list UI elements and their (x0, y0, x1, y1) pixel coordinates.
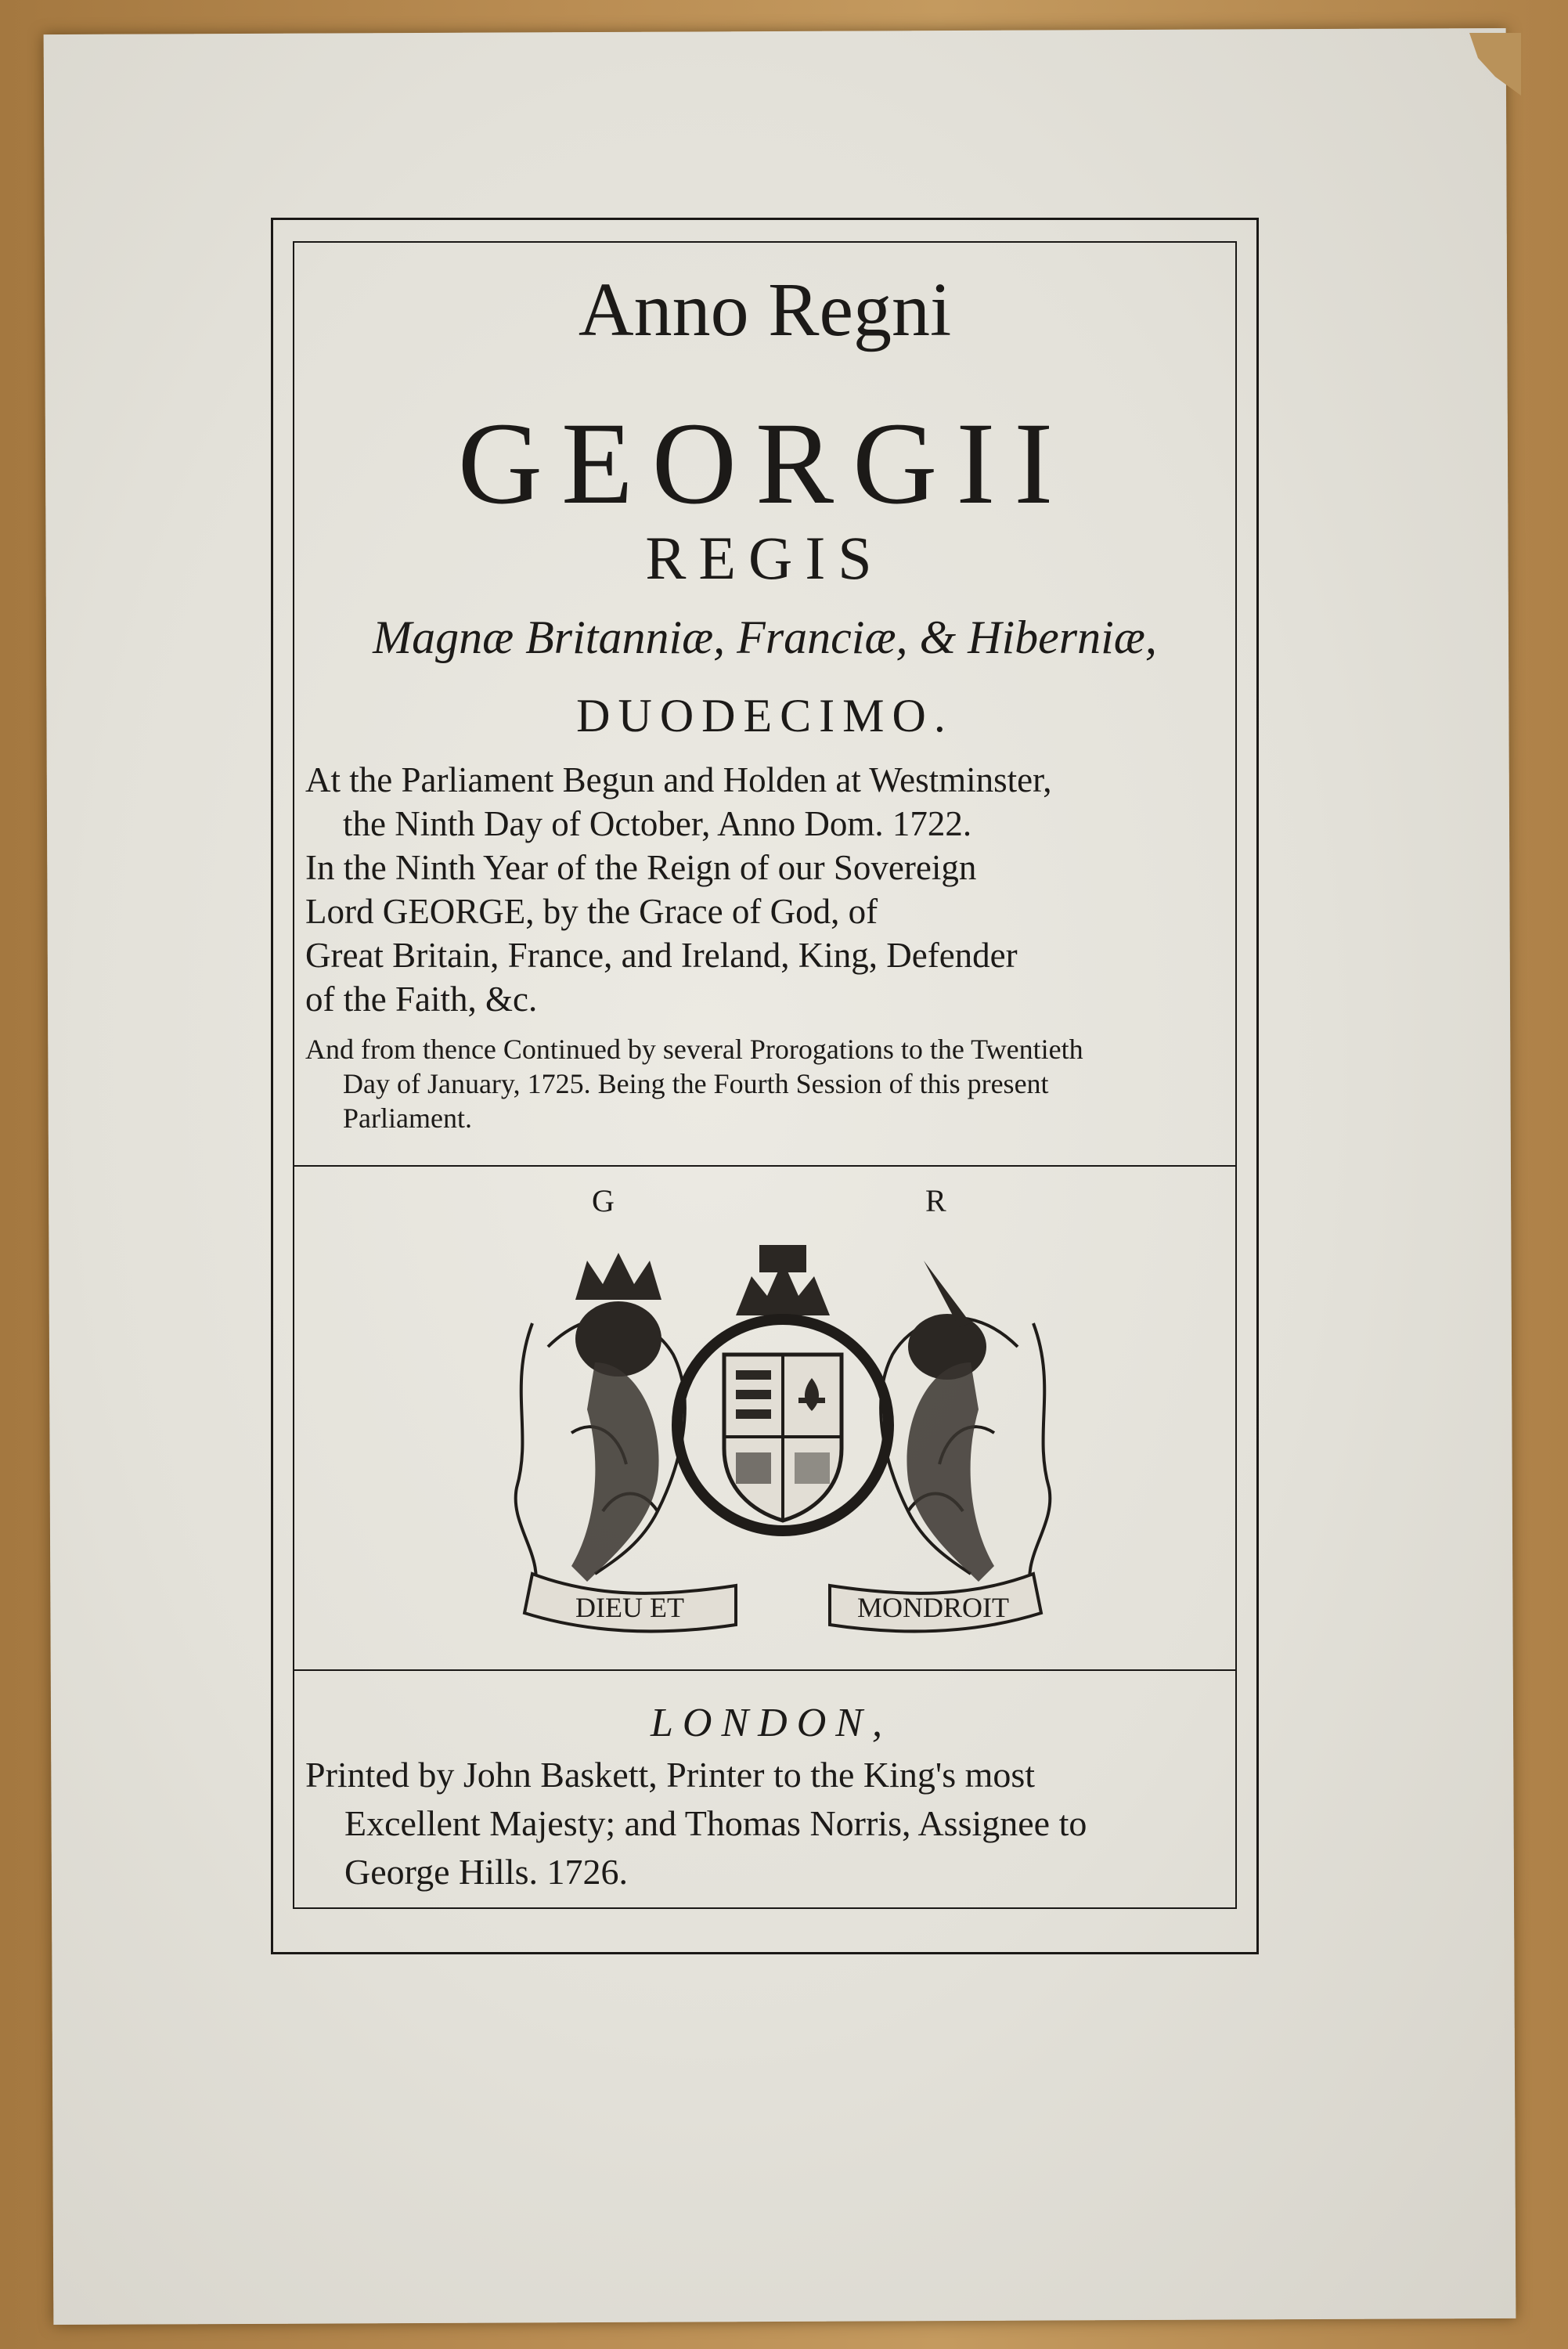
imprint-block (305, 1751, 1237, 1896)
title-anno-regni: Anno Regni (578, 268, 952, 352)
paragraph-line: At the Parliament Begun and Holden at Westminster, (305, 760, 1052, 799)
title-duodecimo: DUODECIMO. (576, 690, 953, 742)
session-paragraph (305, 1032, 1237, 1135)
initial-r: R (925, 1183, 946, 1218)
parliament-paragraph (305, 758, 1237, 1021)
imprint-line: George Hills. 1726. (344, 1852, 629, 1892)
imprint-city: LONDON, (651, 1701, 892, 1745)
paragraph-line: Great Britain, France, and Ireland, King, Defender (305, 936, 1018, 975)
paragraph-line: Day of January, 1725. Being the Fourth Session of this present (343, 1068, 1049, 1099)
paragraph-line: Parliament. (343, 1102, 472, 1134)
motto-left: DIEU ET (575, 1592, 684, 1623)
motto-right: MONDROIT (857, 1592, 1009, 1623)
imprint-line: Printed by John Baskett, Printer to the King's most (305, 1755, 1036, 1795)
divider-top (293, 1165, 1237, 1167)
title-kingdoms: Magnæ Britanniæ, Franciæ, & Hiberniæ, (373, 612, 1157, 663)
paragraph-line: In the Ninth Year of the Reign of our Sovereign (305, 848, 977, 887)
imprint-line: Excellent Majesty; and Thomas Norris, Assignee to (344, 1803, 1087, 1843)
paragraph-line: And from thence Continued by several Prorogations to the Twentieth (305, 1034, 1083, 1065)
paragraph-line: Lord GEORGE, by the Grace of God, of (305, 892, 878, 931)
title-regis: REGIS (645, 524, 885, 592)
initial-g: G (592, 1183, 615, 1218)
royal-coat-of-arms (501, 1229, 1065, 1644)
paragraph-line: of the Faith, &c. (305, 980, 538, 1019)
paragraph-line: the Ninth Day of October, Anno Dom. 1722. (343, 804, 972, 843)
divider-bottom (293, 1669, 1237, 1671)
title-georgii: GEORGII (457, 399, 1072, 529)
